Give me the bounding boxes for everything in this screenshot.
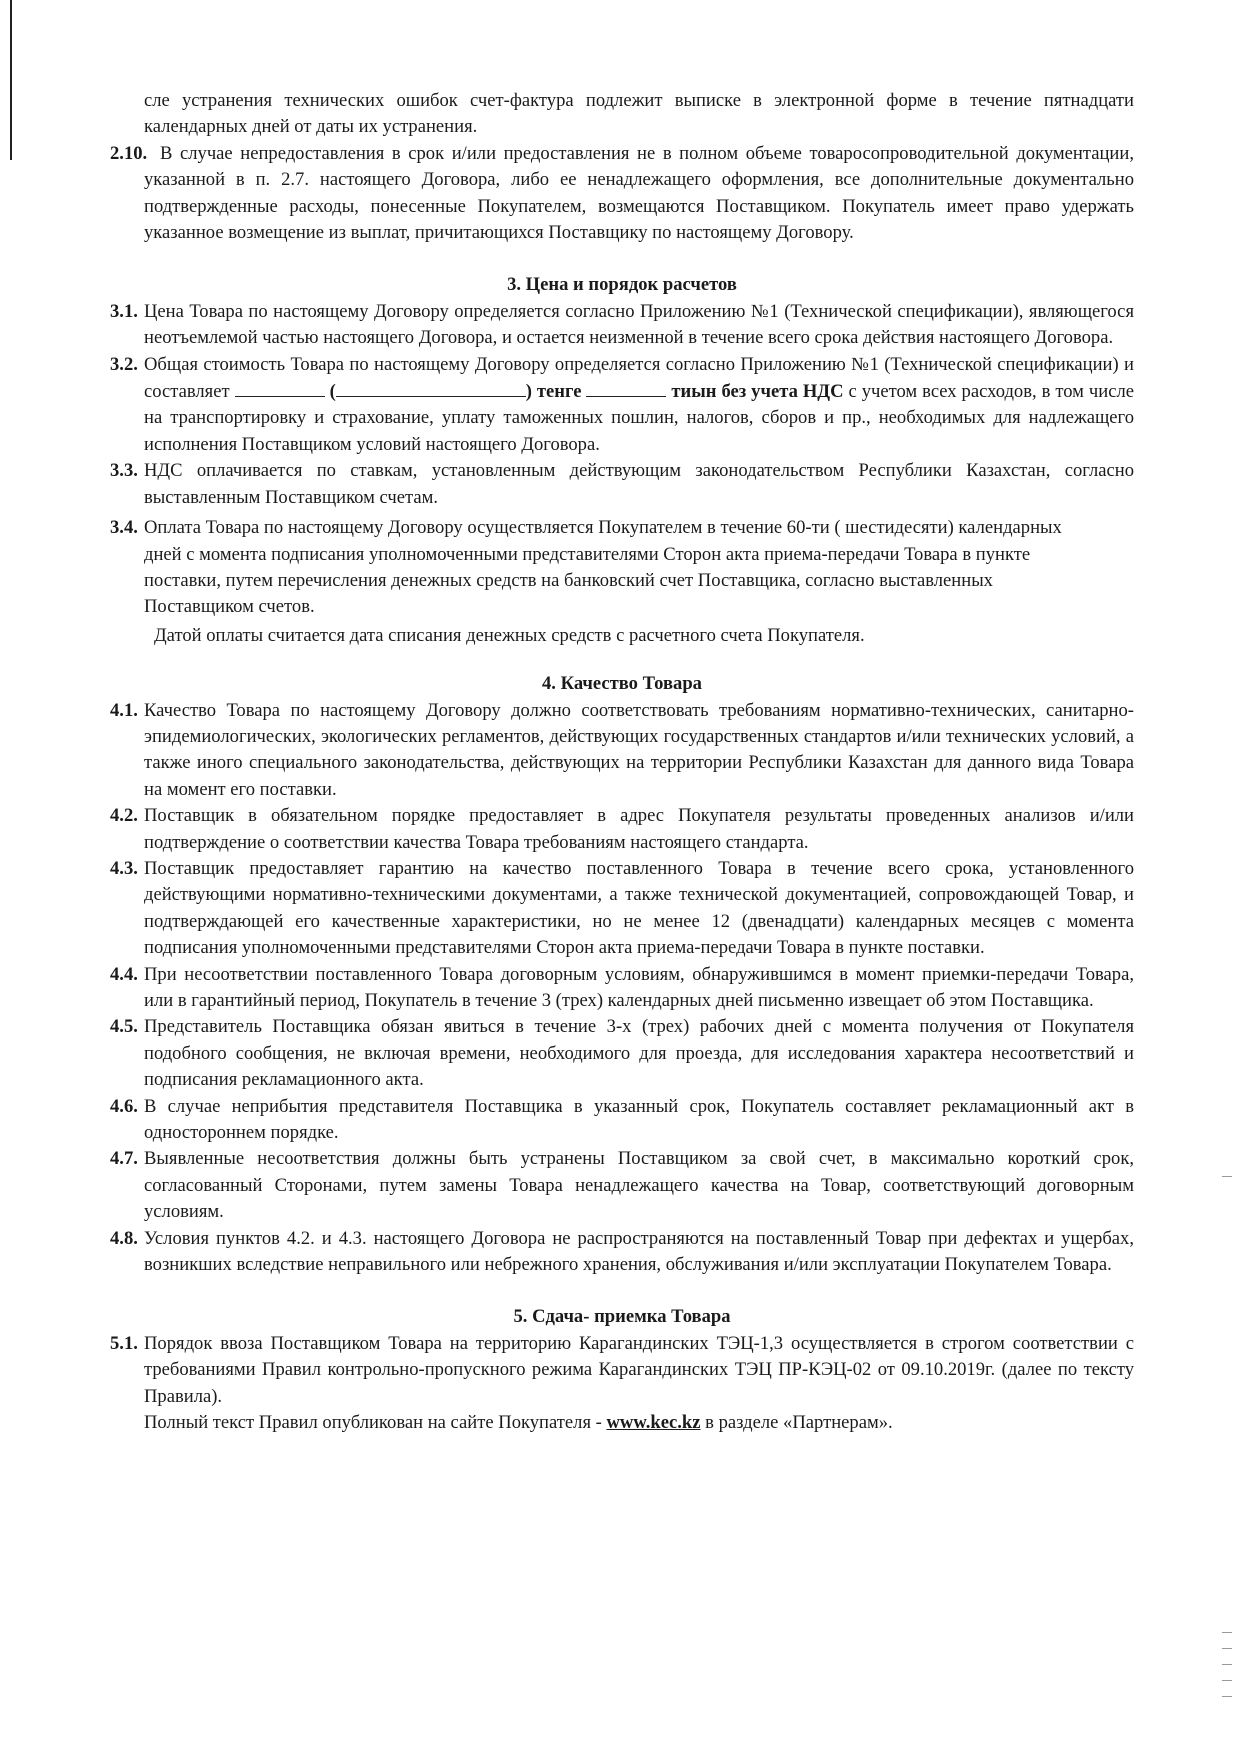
- note-text: Полный текст Правил опубликован на сайте Покупателя -: [144, 1412, 602, 1434]
- tenge-label: ) тенге: [525, 381, 582, 403]
- clause-number: 3.4.: [110, 517, 138, 539]
- clause-number: 2.10.: [110, 142, 148, 164]
- margin-mark: [1222, 1176, 1232, 1177]
- margin-mark: [1222, 1632, 1232, 1633]
- note-text: в разделе «Партнерам».: [705, 1412, 893, 1434]
- margin-mark: [1222, 1680, 1232, 1681]
- clause-text: Цена Товара по настоящему Договору определяется согласно Приложению №1 (Технической спецификации), являющегося неотъемлемой частью настоящего Договора, и остается неизменной в течение всего срока действия настоящего Договора.: [144, 300, 1134, 349]
- clause-5-1: [110, 1331, 1134, 1410]
- clause-3-2: [110, 352, 1134, 459]
- clause-number: 5.1.: [110, 1332, 138, 1354]
- margin-mark: [1222, 1664, 1232, 1665]
- clause-text: В случае непредоставления в срок и/или предоставления не в полном объеме товаросопроводительной документации, указанной в п. 2.7. настоящего Договора, либо ее ненадлежащего оформления, все дополнительные документально подтвержденные расходы, понесенные Покупателем, возмещаются Поставщиком. Покупатель имеет право удержать указанное возмещение из выплат, причитающихся Поставщику по настоящему Договору.: [144, 142, 1134, 244]
- clause-text: При несоответствии поставленного Товара договорным условиям, обнаружившимся в момент приемки-передачи Товара, или в гарантийный период, Покупатель в течение 3 (трех) календарных дней письменно извещает об этом Поставщика.: [144, 963, 1134, 1011]
- clause-4-1: [110, 698, 1134, 804]
- clause-3-3: [110, 458, 1134, 511]
- clause-4-5: [110, 1014, 1134, 1093]
- section-3-heading: 3. Цена и порядок расчетов: [507, 274, 737, 296]
- rules-publication-note: [110, 1410, 1134, 1436]
- clause-number: 4.5.: [110, 1016, 138, 1038]
- clause-number: 4.4.: [110, 963, 138, 985]
- clause-number: 3.2.: [110, 353, 138, 375]
- clause-text: НДС оплачивается по ставкам, установленным действующим законодательством Республики Казахстан, согласно выставленным Поставщиком счетам.: [144, 460, 1134, 508]
- clause-text: В случае неприбытия представителя Поставщика в указанный срок, Покупатель составляет рекламационный акт в одностороннем порядке.: [144, 1095, 1134, 1144]
- clause-4-4: [110, 962, 1134, 1015]
- clause-text: Оплата Товара по настоящему Договору осуществляется Покупателем в течение 60-ти ( шестидесяти) календарных дней с момента подписания уполномоченными представителями Сторон акта приема-передачи Товара в пункте поставки, путем перечисления денежных средств на банковский счет Поставщика, согласно выставленных Поставщиком счетов.: [144, 517, 1062, 618]
- clause-number: 4.2.: [110, 805, 138, 827]
- amount-words-blank: [336, 378, 526, 397]
- scan-edge-line: [10, 0, 12, 160]
- clause-number: 4.6.: [110, 1095, 138, 1117]
- clause-number: 3.3.: [110, 460, 138, 482]
- clause-number: 4.8.: [110, 1227, 138, 1249]
- clause-number: 4.3.: [110, 857, 138, 879]
- margin-mark: [1222, 1696, 1232, 1697]
- section-5-heading: 5. Сдача- приемка Товара: [513, 1306, 731, 1328]
- paragraph-continuation: сле устранения технических ошибок счет-фактура подлежит выписке в электронной форме в течение пятнадцати календарных дней от даты их устранения.: [144, 90, 1134, 138]
- clause-text-part: Общая стоимость Товара по настоящему Договору определяется согласно Приложению №1 (Технической спецификации) и составляет: [144, 353, 1134, 403]
- clause-text: Качество Товара по настоящему Договору должно соответствовать требованиям нормативно-технических, санитарно-эпидемиологических, экологических регламентов, действующих государственных стандартов и/или технических условий, а также иного специального законодательства, действующих на территории Республики Казахстан для данного вида Товара на момент его поставки.: [144, 699, 1134, 800]
- clause-4-6: [110, 1094, 1134, 1147]
- clause-4-8: [110, 1226, 1134, 1279]
- clause-2-10: [110, 141, 1134, 247]
- clause-text: Поставщик предоставляет гарантию на качество поставленного Товара в течение всего срока, установленного действующими нормативно-техническими документами, а также технической документацией, сопровождающей Товар, и подтверждающей его качественные характеристики, но не менее 12 (двенадцати) календарных месяцев с момента подписания уполномоченными представителями Сторон акта приема-передачи Товара в пункте поставки.: [144, 857, 1134, 959]
- clause-number: 4.1.: [110, 699, 138, 721]
- paren-open: (: [329, 381, 336, 403]
- clause-text: Порядок ввоза Поставщиком Товара на территорию Карагандинских ТЭЦ-1,3 осуществляется в строгом соответствии с требованиями Правил контрольно-пропускного режима Карагандинских ТЭЦ ПР-КЭЦ-02 от 09.10.2019г. (далее по тексту Правила).: [144, 1332, 1134, 1407]
- clause-3-1: [110, 299, 1134, 352]
- clause-4-2: [110, 803, 1134, 856]
- clause-number: 4.7.: [110, 1148, 138, 1170]
- clause-4-3: [110, 856, 1134, 962]
- payment-date-note: Датой оплаты считается дата списания денежных средств с расчетного счета Покупателя.: [154, 624, 865, 646]
- amount-blank: [235, 378, 325, 397]
- clause-4-7: [110, 1146, 1134, 1225]
- clause-text-part: с учетом всех расходов, в том числе на транспортировку и страхование, уплату таможенных пошлин, налогов, сборов и пр., необходимых для надлежащего исполнения Поставщиком условий настоящего Договора.: [144, 381, 1134, 455]
- clause-text: Условия пунктов 4.2. и 4.3. настоящего Договора не распространяются на поставленный Товар при дефектах и ущербах, возникших вследствие неправильного или небрежного хранения, обслуживания и/или эксплуатации Покупателем Товара.: [144, 1227, 1134, 1276]
- section-4-heading: 4. Качество Товара: [542, 673, 702, 695]
- clause-text: Поставщик в обязательном порядке предоставляет в адрес Покупателя результаты проведенных анализов и/или подтверждение о соответствии качества Товара требованиям настоящего стандарта.: [144, 805, 1134, 853]
- clause-3-4: [110, 515, 1134, 621]
- document-page: [110, 88, 1134, 1437]
- tiyn-label: тиын без учета НДС: [671, 381, 844, 403]
- tiyn-blank: [586, 378, 666, 397]
- clause-text: Выявленные несоответствия должны быть устранены Поставщиком за свой счет, в максимально короткий срок, согласованный Сторонами, путем замены Товара ненадлежащего качества на Товар, соответствующий договорным условиям.: [144, 1148, 1134, 1223]
- clause-text: [144, 352, 1134, 459]
- clause-text: Представитель Поставщика обязан явиться в течение 3-х (трех) рабочих дней с момента получения от Покупателя подобного сообщения, не включая времени, необходимого для проезда, для исследования характера несоответствий и подписания рекламационного акта.: [144, 1016, 1134, 1091]
- clause-number: 3.1.: [110, 300, 138, 322]
- margin-mark: [1222, 1648, 1232, 1649]
- website-link[interactable]: www.kec.kz: [606, 1412, 701, 1434]
